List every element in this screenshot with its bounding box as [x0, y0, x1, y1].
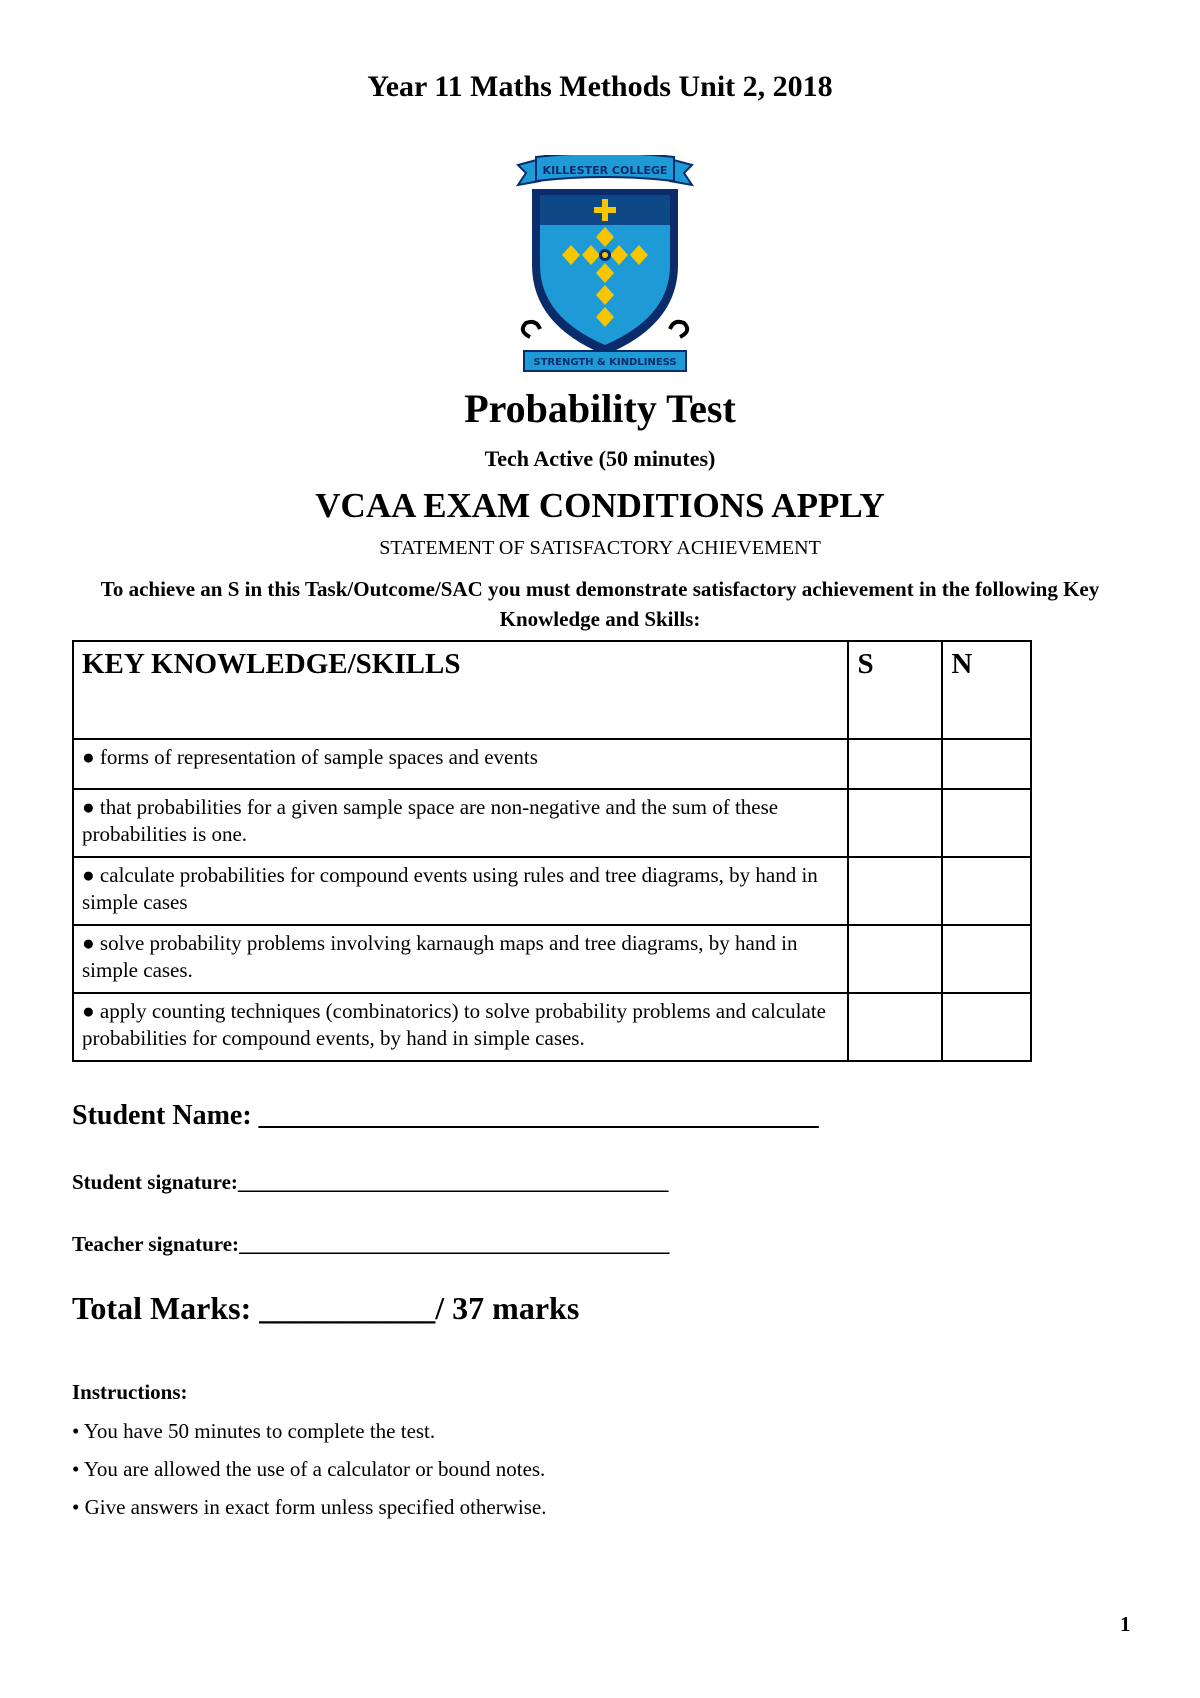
statement-heading: STATEMENT OF SATISFACTORY ACHIEVEMENT: [379, 537, 821, 559]
s-checkbox-cell[interactable]: [848, 857, 942, 925]
exam-conditions-heading: VCAA EXAM CONDITIONS APPLY: [315, 486, 885, 525]
school-crest-logo: [510, 155, 700, 375]
instructions-heading: Instructions:: [72, 1380, 188, 1404]
s-checkbox-cell[interactable]: [848, 993, 942, 1061]
instructions-list: [72, 1418, 546, 1532]
n-checkbox-cell[interactable]: [942, 993, 1031, 1061]
list-item: • You have 50 minutes to complete the test.: [72, 1419, 436, 1443]
skill-cell: ● that probabilities for a given sample space are non-negative and the sum of these probabilities is one.: [73, 789, 848, 857]
n-checkbox-cell[interactable]: [942, 789, 1031, 857]
skill-cell: ● calculate probabilities for compound events using rules and tree diagrams, by hand in simple cases: [73, 857, 848, 925]
student-name-field[interactable]: Student Name: ________________________________________: [72, 1100, 819, 1131]
student-signature-field[interactable]: Student signature:_________________________________________: [72, 1170, 669, 1194]
s-checkbox-cell[interactable]: [848, 789, 942, 857]
table-row: [73, 993, 1031, 1061]
column-header-s: S: [848, 641, 942, 739]
table-row: [73, 739, 1031, 789]
n-checkbox-cell[interactable]: [942, 925, 1031, 993]
achievement-instructions: To achieve an S in this Task/Outcome/SAC you must demonstrate satisfactory achievement in the following Key Knowledge and Skills:: [100, 577, 1100, 631]
skill-cell: ● forms of representation of sample spaces and events: [73, 739, 848, 789]
column-header-n: N: [942, 641, 1031, 739]
s-checkbox-cell[interactable]: [848, 925, 942, 993]
table-row: [73, 925, 1031, 993]
key-knowledge-table: [72, 640, 1032, 1062]
test-title: Probability Test: [464, 386, 736, 431]
table-header-row: [73, 641, 1031, 739]
crest-motto-text: STRENGTH & KINDLINESS: [533, 357, 677, 368]
total-marks-field[interactable]: Total Marks: ___________/ 37 marks: [72, 1290, 580, 1326]
n-checkbox-cell[interactable]: [942, 739, 1031, 789]
s-checkbox-cell[interactable]: [848, 739, 942, 789]
crest-banner-text: KILLESTER COLLEGE: [542, 164, 668, 177]
column-header-skills: KEY KNOWLEDGE/SKILLS: [73, 641, 848, 739]
list-item: • You are allowed the use of a calculator or bound notes.: [72, 1457, 546, 1481]
test-subtitle: Tech Active (50 minutes): [484, 446, 716, 471]
list-item: • Give answers in exact form unless specified otherwise.: [72, 1495, 547, 1519]
skill-cell: ● solve probability problems involving karnaugh maps and tree diagrams, by hand in simple cases.: [73, 925, 848, 993]
table-row: [73, 857, 1031, 925]
teacher-signature-field[interactable]: Teacher signature:_________________________________________: [72, 1232, 670, 1256]
n-checkbox-cell[interactable]: [942, 857, 1031, 925]
table-row: [73, 789, 1031, 857]
page-number: 1: [1120, 1612, 1131, 1636]
document-header-title: Year 11 Maths Methods Unit 2, 2018: [367, 70, 833, 103]
skill-cell: ● apply counting techniques (combinatorics) to solve probability problems and calculate probabilities for compound events, by hand in simple cases.: [73, 993, 848, 1061]
